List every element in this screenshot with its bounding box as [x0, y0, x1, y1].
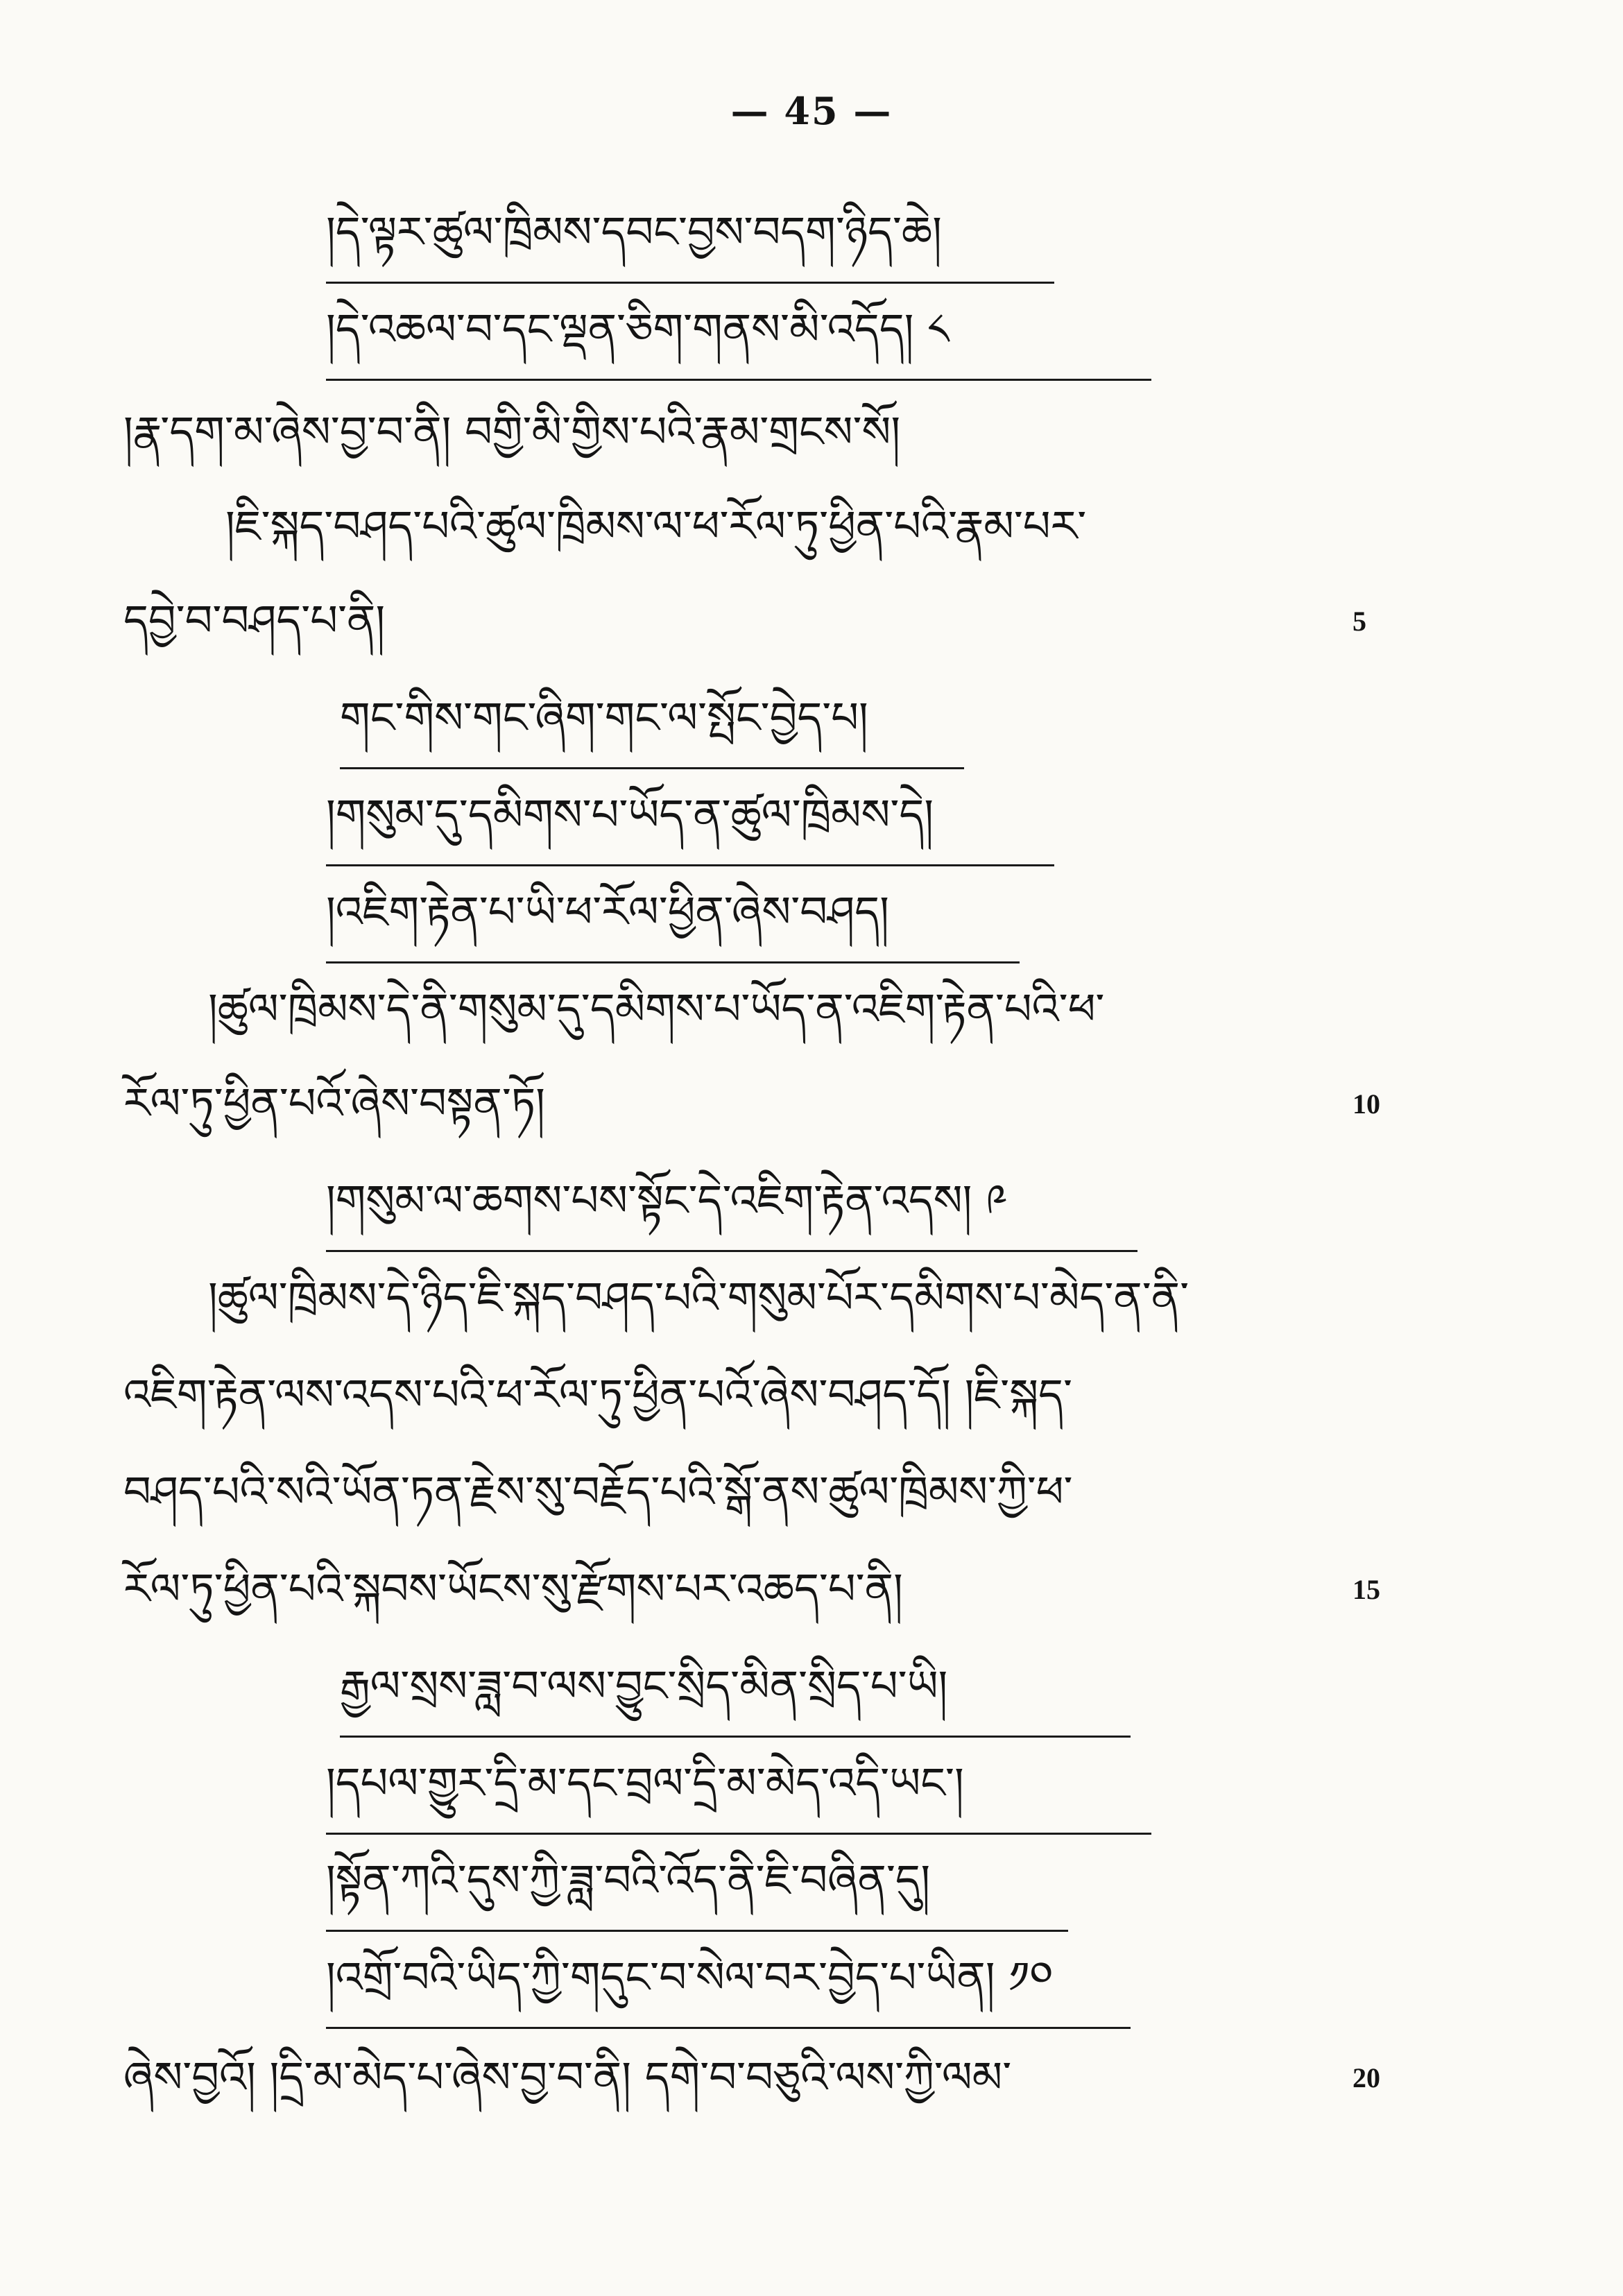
verse-line-8: །འཇིག་རྟེན་པ་ཡི་ཕ་རོལ་ཕྱིན་ཞེས་བཤད། [326, 881, 1020, 963]
verse-line-19: །འགྲོ་བའི་ཡིད་ཀྱི་གདུང་བ་སེལ་བར་བྱེད་པ་ཡིན། ༡༠ [326, 1946, 1131, 2029]
line-number-10: 10 [1352, 1088, 1380, 1120]
verse-line-11: །གསུམ་ལ་ཆགས་པས་སྟོང་དེ་འཇིག་རྟེན་འདས། ༩ [326, 1170, 1137, 1252]
prose-line-10: རོལ་ཏུ་ཕྱིན་པའོ་ཞེས་བསྟན་ཏོ། [123, 1078, 545, 1129]
prose-line-14: བཤད་པའི་སའི་ཡོན་ཏན་རྗེས་སུ་བརྗོད་པའི་སྒོ་ནས་ཚུལ་ཁྲིམས་ཀྱི་ཕ་ [123, 1466, 1073, 1517]
verse-line-17: །དཔལ་གྱུར་དྲི་མ་དང་བྲལ་དྲི་མ་མེད་འདི་ཡང་། [326, 1752, 1151, 1835]
prose-line-13: འཇིག་རྟེན་ལས་འདས་པའི་ཕ་རོལ་ཏུ་ཕྱིན་པའོ་ཞེས་བཤད་དོ། །ཇི་སྐད་ [123, 1369, 1072, 1420]
prose-line-9: །ཚུལ་ཁྲིམས་དེ་ནི་གསུམ་དུ་དམིགས་པ་ཡོད་ན་འཇིག་རྟེན་པའི་ཕ་ [208, 984, 1105, 1034]
prose-line-3: །རྣ་དག་མ་ཞེས་བྱ་བ་ནི། བགྱི་མི་གྱིས་པའི་རྣམ་གྲངས་སོ། [123, 406, 901, 457]
verse-line-2: །དེ་འཆལ་བ་དང་ལྡན་ཅིག་གནས་མི་འདོད། ༨ [326, 298, 1151, 381]
line-number-15: 15 [1352, 1574, 1380, 1605]
verse-line-1: །དེ་ལྟར་ཚུལ་ཁྲིམས་དབང་བྱས་བདག་ཉིད་ཆེ། [326, 201, 1054, 284]
page-number: — 45 — [730, 89, 893, 133]
prose-line-5: དབྱེ་བ་བཤད་པ་ནི། [123, 595, 386, 646]
prose-line-4: །ཇི་སྐད་བཤད་པའི་ཚུལ་ཁྲིམས་ལ་ཕ་རོལ་ཏུ་ཕྱིན་པའི་རྣམ་པར་ [225, 501, 1087, 551]
prose-line-20: ཞེས་བྱའོ། །དྲི་མ་མེད་པ་ཞེས་བྱ་བ་ནི། དགེ་བ་བཅུའི་ལས་ཀྱི་ལམ་ [123, 2052, 1012, 2102]
line-number-5: 5 [1352, 606, 1366, 637]
verse-line-6: གང་གིས་གང་ཞིག་གང་ལ་སྤོང་བྱེད་པ། [340, 687, 964, 769]
prose-line-15: རོལ་ཏུ་ཕྱིན་པའི་སྐབས་ཡོངས་སུ་རྫོགས་པར་འཆད་པ་ནི། [123, 1563, 903, 1614]
prose-line-12: །ཚུལ་ཁྲིམས་དེ་ཉིད་ཇི་སྐད་བཤད་པའི་གསུམ་པོར་དམིགས་པ་མེད་ན་ནི་ [208, 1272, 1190, 1323]
line-number-20: 20 [1352, 2062, 1380, 2093]
verse-line-18: །སྟོན་ཀའི་དུས་ཀྱི་ཟླ་བའི་འོད་ནི་ཇི་བཞིན་དུ། [326, 1849, 1068, 1932]
verse-line-7: །གསུམ་དུ་དམིགས་པ་ཡོད་ན་ཚུལ་ཁྲིམས་དེ། [326, 784, 1054, 866]
verse-line-16: རྒྱལ་སྲས་ཟླ་བ་ལས་བྱུང་སྲིད་མིན་སྲིད་པ་ཡི། [340, 1655, 1131, 1738]
